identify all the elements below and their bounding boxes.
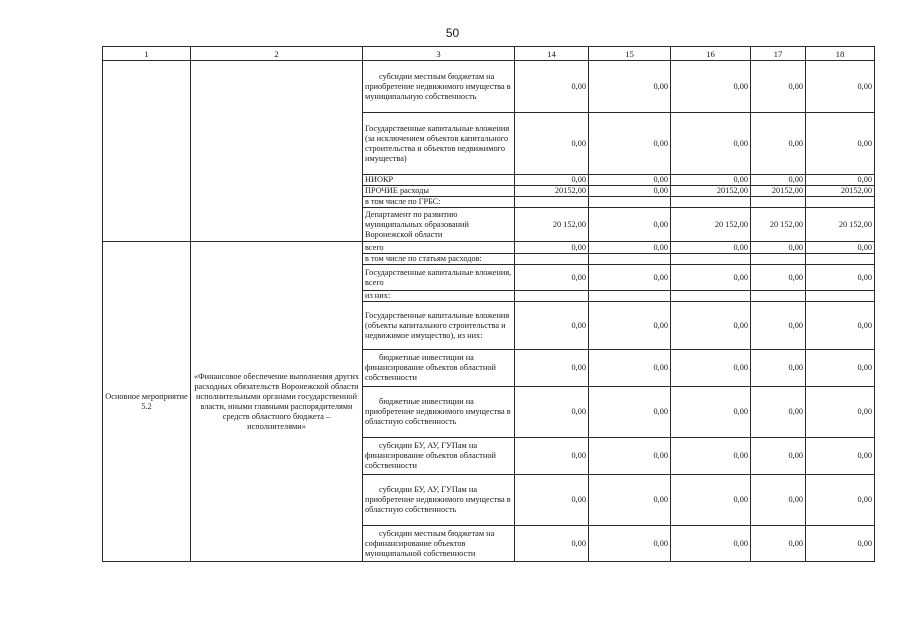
value-cell: 0,00 [806, 61, 875, 113]
value-cell: 0,00 [806, 350, 875, 387]
value-cell [806, 254, 875, 265]
value-cell [671, 291, 751, 302]
value-cell: 0,00 [806, 265, 875, 291]
row-label: ПРОЧИЕ расходы [363, 186, 515, 197]
column-number: 3 [363, 47, 515, 61]
row-label: субсидии БУ, АУ, ГУПам на приобретение недвижимого имущества в областную собственность [363, 475, 515, 526]
row-label: всего [363, 242, 515, 254]
value-cell [751, 291, 806, 302]
table-row [103, 61, 875, 113]
row-label: Государственные капитальные вложения (за исключением объектов капитального строительства и объектов недвижимого имущества) [363, 113, 515, 175]
value-cell: 0,00 [671, 113, 751, 175]
value-cell: 0,00 [751, 526, 806, 562]
value-cell: 0,00 [806, 438, 875, 475]
budget-table [102, 46, 875, 562]
row-label: бюджетные инвестиции на приобретение недвижимого имущества в областную собственность [363, 387, 515, 438]
value-cell: 0,00 [806, 526, 875, 562]
value-cell: 0,00 [671, 526, 751, 562]
row-label: субсидии БУ, АУ, ГУПам на финансирование объектов областной собственности [363, 438, 515, 475]
value-cell: 20 152,00 [806, 208, 875, 242]
value-cell: 0,00 [806, 387, 875, 438]
value-cell [751, 254, 806, 265]
value-cell: 20152,00 [806, 186, 875, 197]
activity-label: Основное мероприятие 5.2 [103, 242, 191, 562]
row-label: Государственные капитальные вложения (объекты капитального строительства и недвижимое имущество), из них: [363, 302, 515, 350]
value-cell: 0,00 [515, 175, 589, 186]
column-number: 2 [191, 47, 363, 61]
column-number-row [103, 47, 875, 61]
column-number: 16 [671, 47, 751, 61]
value-cell: 20 152,00 [515, 208, 589, 242]
value-cell: 0,00 [589, 438, 671, 475]
value-cell: 0,00 [515, 475, 589, 526]
value-cell: 0,00 [671, 175, 751, 186]
value-cell: 0,00 [515, 350, 589, 387]
value-cell: 20152,00 [671, 186, 751, 197]
value-cell: 0,00 [515, 265, 589, 291]
empty-cell [191, 61, 363, 242]
value-cell: 0,00 [589, 208, 671, 242]
value-cell: 0,00 [751, 242, 806, 254]
row-label: в том числе по статьям расходов: [363, 254, 515, 265]
value-cell: 0,00 [671, 387, 751, 438]
value-cell: 0,00 [515, 302, 589, 350]
value-cell [671, 197, 751, 208]
empty-cell [103, 61, 191, 242]
value-cell [589, 197, 671, 208]
value-cell: 0,00 [751, 475, 806, 526]
value-cell [515, 291, 589, 302]
value-cell: 0,00 [589, 387, 671, 438]
value-cell: 20152,00 [515, 186, 589, 197]
value-cell: 0,00 [751, 302, 806, 350]
value-cell [589, 291, 671, 302]
value-cell [515, 254, 589, 265]
value-cell [806, 197, 875, 208]
value-cell: 0,00 [589, 302, 671, 350]
row-label: в том числе по ГРБС: [363, 197, 515, 208]
value-cell: 0,00 [589, 350, 671, 387]
value-cell: 0,00 [806, 113, 875, 175]
value-cell: 0,00 [589, 113, 671, 175]
value-cell [671, 254, 751, 265]
row-label: бюджетные инвестиции на финансирование объектов областной собственности [363, 350, 515, 387]
row-label: из них: [363, 291, 515, 302]
value-cell: 0,00 [671, 265, 751, 291]
value-cell: 20 152,00 [751, 208, 806, 242]
value-cell: 0,00 [806, 175, 875, 186]
value-cell [515, 197, 589, 208]
value-cell: 0,00 [671, 61, 751, 113]
value-cell: 0,00 [806, 475, 875, 526]
value-cell: 0,00 [515, 61, 589, 113]
value-cell: 0,00 [806, 242, 875, 254]
value-cell: 0,00 [671, 350, 751, 387]
value-cell: 0,00 [671, 302, 751, 350]
value-cell: 0,00 [671, 475, 751, 526]
value-cell: 0,00 [751, 438, 806, 475]
value-cell: 20 152,00 [671, 208, 751, 242]
column-number: 17 [751, 47, 806, 61]
value-cell: 0,00 [806, 302, 875, 350]
value-cell: 0,00 [515, 387, 589, 438]
value-cell: 0,00 [751, 113, 806, 175]
value-cell [806, 291, 875, 302]
value-cell: 0,00 [515, 438, 589, 475]
value-cell: 0,00 [589, 526, 671, 562]
value-cell: 0,00 [515, 526, 589, 562]
value-cell: 0,00 [751, 175, 806, 186]
row-label: Департамент по развитию муниципальных образований Воронежской области [363, 208, 515, 242]
row-label: субсидии местным бюджетам на софинансирование объектов муниципальной собственности [363, 526, 515, 562]
value-cell: 0,00 [671, 242, 751, 254]
column-number: 14 [515, 47, 589, 61]
value-cell: 0,00 [671, 438, 751, 475]
table-row [103, 242, 875, 254]
value-cell: 0,00 [589, 242, 671, 254]
value-cell: 20152,00 [751, 186, 806, 197]
value-cell: 0,00 [515, 242, 589, 254]
value-cell: 0,00 [751, 387, 806, 438]
value-cell: 0,00 [589, 475, 671, 526]
value-cell: 0,00 [751, 350, 806, 387]
row-label: субсидии местным бюджетам на приобретение недвижимого имущества в муниципальную собственность [363, 61, 515, 113]
value-cell [589, 254, 671, 265]
value-cell [751, 197, 806, 208]
value-cell: 0,00 [589, 175, 671, 186]
column-number: 15 [589, 47, 671, 61]
activity-description: «Финансовое обеспечение выполнения других расходных обязательств Воронежской области исполнительными органами государственной власти, иными главными распорядителями средств областного бюджета – исполнителями» [191, 242, 363, 562]
value-cell: 0,00 [751, 61, 806, 113]
page-number: 50 [445, 26, 460, 40]
value-cell: 0,00 [589, 265, 671, 291]
value-cell: 0,00 [515, 113, 589, 175]
value-cell: 0,00 [589, 186, 671, 197]
row-label: Государственные капитальные вложения, всего [363, 265, 515, 291]
value-cell: 0,00 [589, 61, 671, 113]
column-number: 1 [103, 47, 191, 61]
column-number: 18 [806, 47, 875, 61]
value-cell: 0,00 [751, 265, 806, 291]
row-label: НИОКР [363, 175, 515, 186]
